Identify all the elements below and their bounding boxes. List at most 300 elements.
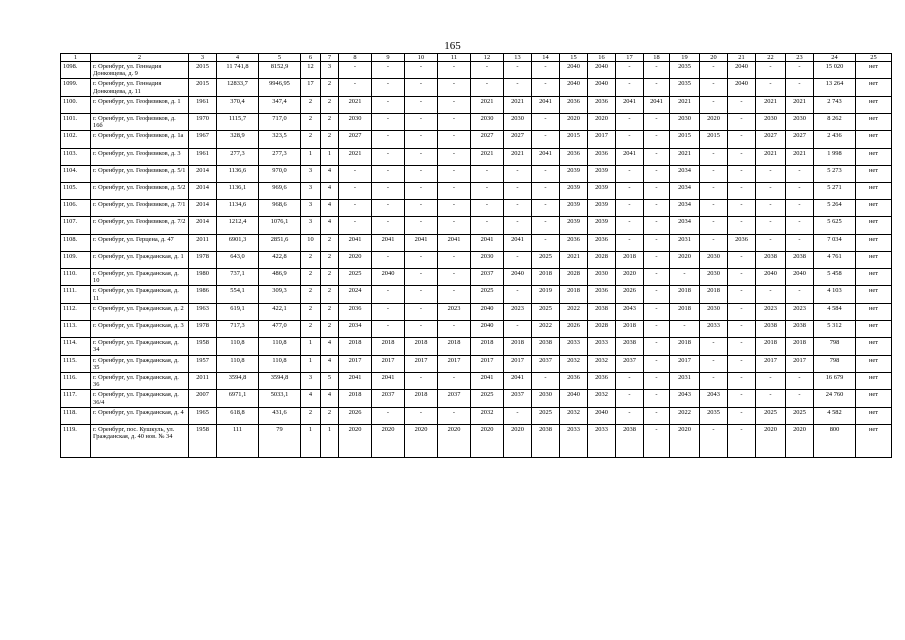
table-cell: 2039 (560, 200, 588, 217)
table-cell: - (504, 320, 532, 337)
column-number-cell: 21 (728, 54, 756, 62)
table-cell: 2040 (471, 320, 504, 337)
table-cell: - (405, 96, 438, 113)
table-cell: - (438, 79, 471, 96)
table-cell: 798 (814, 338, 856, 355)
table-row (61, 407, 892, 424)
table-cell: нет (856, 251, 892, 268)
table-cell: нет (856, 114, 892, 131)
table-cell: 2031 (670, 372, 700, 389)
column-number-cell: 5 (259, 54, 301, 62)
table-cell: 2036 (588, 96, 616, 113)
table-cell: 2025 (532, 303, 560, 320)
column-number-cell: 8 (339, 54, 372, 62)
table-cell: - (405, 79, 438, 96)
table-row (61, 182, 892, 199)
table-cell: 3 (301, 372, 321, 389)
row-number-cell: 1099. (61, 79, 91, 96)
address-cell: г. Оренбург, ул. Гражданская, д. 35 (91, 355, 189, 372)
table-cell: нет (856, 286, 892, 303)
table-cell: 5 273 (814, 165, 856, 182)
table-cell: 2041 (471, 234, 504, 251)
table-cell: 309,3 (259, 286, 301, 303)
table-cell: 2 (321, 268, 339, 285)
table-cell: - (438, 131, 471, 148)
table-cell: 2014 (189, 182, 217, 199)
table-cell: - (339, 62, 372, 79)
table-cell: 2040 (560, 390, 588, 407)
table-cell: 431,6 (259, 407, 301, 424)
table-cell: 2036 (728, 234, 756, 251)
table-row (61, 148, 892, 165)
table-cell: - (616, 114, 644, 131)
row-number-cell: 1103. (61, 148, 91, 165)
table-row (61, 62, 892, 79)
table-cell: - (700, 338, 728, 355)
table-cell: 2036 (588, 234, 616, 251)
table-cell: нет (856, 268, 892, 285)
table-cell: 2041 (616, 148, 644, 165)
table-cell: 10 (301, 234, 321, 251)
table-cell: 1 998 (814, 148, 856, 165)
table-cell: 2040 (560, 62, 588, 79)
address-cell: г. Оренбург, ул. Гражданская, д. 36 (91, 372, 189, 389)
row-number-cell: 1108. (61, 234, 91, 251)
table-cell: нет (856, 355, 892, 372)
table-cell: 370,4 (217, 96, 259, 113)
table-cell: 5033,1 (259, 390, 301, 407)
table-cell: 2030 (670, 114, 700, 131)
table-cell: 2025 (786, 407, 814, 424)
table-cell: 1134,6 (217, 200, 259, 217)
table-row (61, 355, 892, 372)
table-cell: - (438, 200, 471, 217)
table-cell: - (339, 165, 372, 182)
table-cell: 2021 (786, 96, 814, 113)
table-cell: 2025 (532, 407, 560, 424)
table-cell: - (405, 165, 438, 182)
row-number-cell: 1107. (61, 217, 91, 234)
table-cell: 1978 (189, 251, 217, 268)
table-cell: 11 741,8 (217, 62, 259, 79)
table-cell: 8152,9 (259, 62, 301, 79)
row-number-cell: 1100. (61, 96, 91, 113)
table-cell: 2018 (504, 338, 532, 355)
table-cell: 4 (321, 338, 339, 355)
table-cell: 1961 (189, 148, 217, 165)
table-row (61, 114, 892, 131)
table-cell: 2034 (670, 200, 700, 217)
table-cell: 2041 (339, 234, 372, 251)
table-cell: 2021 (560, 251, 588, 268)
table-row (61, 338, 892, 355)
table-cell: - (700, 62, 728, 79)
table-cell: 2851,6 (259, 234, 301, 251)
table-cell: - (405, 148, 438, 165)
table-cell: - (532, 372, 560, 389)
table-cell: 2036 (560, 234, 588, 251)
column-number-cell: 24 (814, 54, 856, 62)
table-cell: 2040 (588, 407, 616, 424)
table-cell: 2041 (471, 372, 504, 389)
table-cell: - (644, 424, 670, 457)
table-cell: 2040 (728, 79, 756, 96)
table-cell: 2 (301, 320, 321, 337)
table-cell: 2017 (471, 355, 504, 372)
table-cell: 2011 (189, 234, 217, 251)
table-cell: 2037 (438, 390, 471, 407)
table-cell: - (504, 217, 532, 234)
table-cell: 1980 (189, 268, 217, 285)
table-cell: 2040 (471, 303, 504, 320)
table-cell: 1 (301, 424, 321, 457)
table-cell: 2017 (504, 355, 532, 372)
table-cell: - (644, 286, 670, 303)
table-cell: - (786, 390, 814, 407)
table-cell: 2017 (756, 355, 786, 372)
address-cell: г. Оренбург, ул. Геофизиков, д. 3 (91, 148, 189, 165)
table-cell: - (700, 79, 728, 96)
table-cell: 1970 (189, 114, 217, 131)
table-cell: 2041 (644, 96, 670, 113)
table-cell: - (644, 390, 670, 407)
table-cell: 5 625 (814, 217, 856, 234)
table-cell: 2023 (438, 303, 471, 320)
table-cell: 2038 (786, 251, 814, 268)
table-cell: 2033 (560, 338, 588, 355)
table-cell: - (438, 182, 471, 199)
table-cell: 2007 (189, 390, 217, 407)
table-cell: - (372, 251, 405, 268)
table-cell: 2 (321, 303, 339, 320)
table-cell: - (438, 114, 471, 131)
row-number-cell: 1119. (61, 424, 91, 457)
table-cell: 2041 (372, 372, 405, 389)
table-cell: - (728, 372, 756, 389)
table-cell: 2038 (756, 320, 786, 337)
table-cell: 1963 (189, 303, 217, 320)
table-cell: 2039 (560, 217, 588, 234)
table-cell: 2015 (189, 62, 217, 79)
table-cell: 1961 (189, 96, 217, 113)
table-cell: 2041 (504, 234, 532, 251)
column-number-cell: 16 (588, 54, 616, 62)
register-table (60, 53, 892, 458)
table-cell: - (616, 217, 644, 234)
table-cell: - (644, 251, 670, 268)
table-cell: 2021 (786, 148, 814, 165)
table-cell: - (339, 182, 372, 199)
table-row (61, 131, 892, 148)
table-cell: 2033 (560, 424, 588, 457)
table-cell: 737,1 (217, 268, 259, 285)
column-number-cell: 19 (670, 54, 700, 62)
table-cell: - (405, 407, 438, 424)
column-number-cell: 12 (471, 54, 504, 62)
table-cell: 2039 (588, 217, 616, 234)
table-cell: - (644, 79, 670, 96)
table-cell: 3594,8 (259, 372, 301, 389)
page-number: 165 (444, 40, 461, 52)
table-cell: 2032 (588, 390, 616, 407)
table-cell: - (756, 372, 786, 389)
row-number-cell: 1106. (61, 200, 91, 217)
table-cell: нет (856, 165, 892, 182)
table-cell: нет (856, 320, 892, 337)
table-cell: - (644, 268, 670, 285)
address-cell: г. Оренбург, пос. Кушкуль, ул. Гражданская, д. 40 нов. № 34 (91, 424, 189, 457)
table-cell: - (616, 62, 644, 79)
table-cell: 2 (321, 79, 339, 96)
address-cell: г. Оренбург, ул. Гражданская, д. 2 (91, 303, 189, 320)
table-cell: - (756, 390, 786, 407)
table-cell: - (438, 217, 471, 234)
table-cell: - (532, 79, 560, 96)
table-cell: 4 (321, 390, 339, 407)
table-cell: 2024 (339, 286, 372, 303)
table-cell: 2036 (588, 372, 616, 389)
table-cell: - (339, 217, 372, 234)
table-cell: 2038 (786, 320, 814, 337)
table-cell: 6971,1 (217, 390, 259, 407)
table-cell: 2034 (670, 182, 700, 199)
table-cell: - (756, 62, 786, 79)
table-cell: 2032 (471, 407, 504, 424)
table-cell: 3 (301, 165, 321, 182)
table-cell: нет (856, 338, 892, 355)
table-cell: 2015 (670, 131, 700, 148)
table-cell: - (728, 268, 756, 285)
table-cell: - (372, 407, 405, 424)
table-cell: - (616, 200, 644, 217)
table-cell: 2025 (471, 390, 504, 407)
table-cell: - (700, 96, 728, 113)
table-cell: - (756, 234, 786, 251)
table-cell: 2036 (560, 372, 588, 389)
table-cell: 2018 (372, 338, 405, 355)
row-number-cell: 1111. (61, 286, 91, 303)
table-cell: 2041 (532, 96, 560, 113)
table-cell: 2 (301, 303, 321, 320)
table-cell: - (616, 182, 644, 199)
table-cell: 2034 (670, 217, 700, 234)
column-number-cell: 13 (504, 54, 532, 62)
table-row (61, 217, 892, 234)
table-row (61, 200, 892, 217)
column-number-cell: 18 (644, 54, 670, 62)
table-cell: 2037 (532, 355, 560, 372)
table-cell: нет (856, 372, 892, 389)
table-cell: нет (856, 390, 892, 407)
table-cell: 2027 (471, 131, 504, 148)
table-cell: 2 743 (814, 96, 856, 113)
row-number-cell: 1105. (61, 182, 91, 199)
table-cell: - (372, 114, 405, 131)
table-cell: - (438, 286, 471, 303)
table-cell: 2025 (471, 286, 504, 303)
table-cell: - (504, 62, 532, 79)
table-cell: - (405, 268, 438, 285)
table-cell: 5 264 (814, 200, 856, 217)
table-cell: - (756, 286, 786, 303)
table-cell: - (644, 338, 670, 355)
table-cell: - (700, 165, 728, 182)
table-cell: 2027 (786, 131, 814, 148)
table-cell: нет (856, 62, 892, 79)
table-cell: - (372, 62, 405, 79)
table-cell: 970,0 (259, 165, 301, 182)
table-cell: 1076,1 (259, 217, 301, 234)
table-cell: 2030 (588, 268, 616, 285)
row-number-cell: 1110. (61, 268, 91, 285)
table-cell: - (405, 372, 438, 389)
table-cell: 2032 (560, 355, 588, 372)
table-cell: - (700, 234, 728, 251)
table-cell: 2030 (471, 251, 504, 268)
table-cell: нет (856, 131, 892, 148)
table-cell: - (372, 303, 405, 320)
table-cell: 2020 (756, 424, 786, 457)
address-cell: г. Оренбург, ул. Геофизиков, д. 7/2 (91, 217, 189, 234)
table-cell: 2039 (588, 165, 616, 182)
table-cell: 2017 (339, 355, 372, 372)
table-cell: нет (856, 148, 892, 165)
table-cell: 2027 (756, 131, 786, 148)
table-cell: 2041 (532, 148, 560, 165)
table-cell: - (372, 148, 405, 165)
table-cell: 2040 (728, 62, 756, 79)
table-cell: 2 (301, 96, 321, 113)
table-cell: - (644, 114, 670, 131)
table-cell: 2014 (189, 200, 217, 217)
table-cell: - (616, 390, 644, 407)
row-number-cell: 1114. (61, 338, 91, 355)
table-cell: 2037 (372, 390, 405, 407)
table-cell: 2043 (616, 303, 644, 320)
row-number-cell: 1109. (61, 251, 91, 268)
table-cell: - (786, 165, 814, 182)
table-cell: 2032 (588, 355, 616, 372)
table-cell: 2030 (532, 390, 560, 407)
row-number-cell: 1115. (61, 355, 91, 372)
table-cell: - (786, 62, 814, 79)
table-cell: 2036 (560, 148, 588, 165)
table-cell: 2041 (616, 96, 644, 113)
table-cell: - (786, 372, 814, 389)
table-cell: - (438, 407, 471, 424)
table-cell: 2018 (532, 268, 560, 285)
table-cell: 2025 (756, 407, 786, 424)
table-cell: 2035 (670, 62, 700, 79)
table-cell: 968,6 (259, 200, 301, 217)
table-cell: - (405, 320, 438, 337)
table-cell: 2037 (616, 355, 644, 372)
table-cell: 2026 (560, 320, 588, 337)
table-cell: 2030 (756, 114, 786, 131)
table-cell: 16 679 (814, 372, 856, 389)
table-cell: 13 264 (814, 79, 856, 96)
table-cell: - (728, 303, 756, 320)
table-cell: - (786, 286, 814, 303)
table-cell: 5 312 (814, 320, 856, 337)
table-cell: - (339, 79, 372, 96)
table-cell: 2018 (616, 320, 644, 337)
table-cell: 2039 (560, 182, 588, 199)
address-cell: г. Оренбург, ул. Геннадия Донковцева, д. 9 (91, 62, 189, 79)
table-cell: 2021 (471, 148, 504, 165)
table-cell: - (405, 62, 438, 79)
table-cell: 4 (321, 217, 339, 234)
table-cell: - (405, 200, 438, 217)
table-cell: 2018 (700, 286, 728, 303)
table-row (61, 234, 892, 251)
table-cell: - (700, 148, 728, 165)
table-row (61, 165, 892, 182)
table-cell: 2033 (700, 320, 728, 337)
table-cell: 2037 (471, 268, 504, 285)
table-cell: 2018 (339, 390, 372, 407)
table-cell: - (405, 303, 438, 320)
table-cell: 2021 (670, 148, 700, 165)
table-cell: - (700, 355, 728, 372)
table-cell: - (700, 372, 728, 389)
row-number-cell: 1101. (61, 114, 91, 131)
table-cell: 2 (321, 96, 339, 113)
table-cell: 619,1 (217, 303, 259, 320)
table-cell: 12833,7 (217, 79, 259, 96)
table-cell: - (339, 200, 372, 217)
table-cell: - (644, 320, 670, 337)
table-cell: нет (856, 200, 892, 217)
row-number-cell: 1102. (61, 131, 91, 148)
column-number-cell: 1 (61, 54, 91, 62)
column-number-cell: 9 (372, 54, 405, 62)
table-cell: - (644, 217, 670, 234)
row-number-cell: 1117. (61, 390, 91, 407)
table-cell: 717,0 (259, 114, 301, 131)
table-cell: - (728, 320, 756, 337)
table-cell: 5 271 (814, 182, 856, 199)
table-cell: 79 (259, 424, 301, 457)
table-cell: - (786, 217, 814, 234)
table-cell: 2018 (560, 286, 588, 303)
address-cell: г. Оренбург, ул. Гражданская, д. 36/4 (91, 390, 189, 407)
table-cell: 1958 (189, 338, 217, 355)
table-cell: - (728, 96, 756, 113)
table-cell: 3 (301, 200, 321, 217)
table-cell: - (372, 286, 405, 303)
address-cell: г. Оренбург, ул. Гражданская, д. 34 (91, 338, 189, 355)
table-cell: - (644, 148, 670, 165)
table-cell: 2036 (560, 96, 588, 113)
table-cell: - (532, 234, 560, 251)
table-cell: 2041 (438, 234, 471, 251)
table-cell: 2021 (504, 148, 532, 165)
table-cell: 2 (321, 407, 339, 424)
table-cell: - (644, 165, 670, 182)
table-cell: - (786, 200, 814, 217)
table-cell: - (616, 131, 644, 148)
table-cell: - (504, 200, 532, 217)
table-cell: 2036 (339, 303, 372, 320)
table-cell: - (756, 165, 786, 182)
table-row (61, 320, 892, 337)
table-cell: 2030 (504, 114, 532, 131)
table-cell: - (471, 217, 504, 234)
row-number-cell: 1112. (61, 303, 91, 320)
table-cell: 12 (301, 62, 321, 79)
table-cell: - (471, 200, 504, 217)
